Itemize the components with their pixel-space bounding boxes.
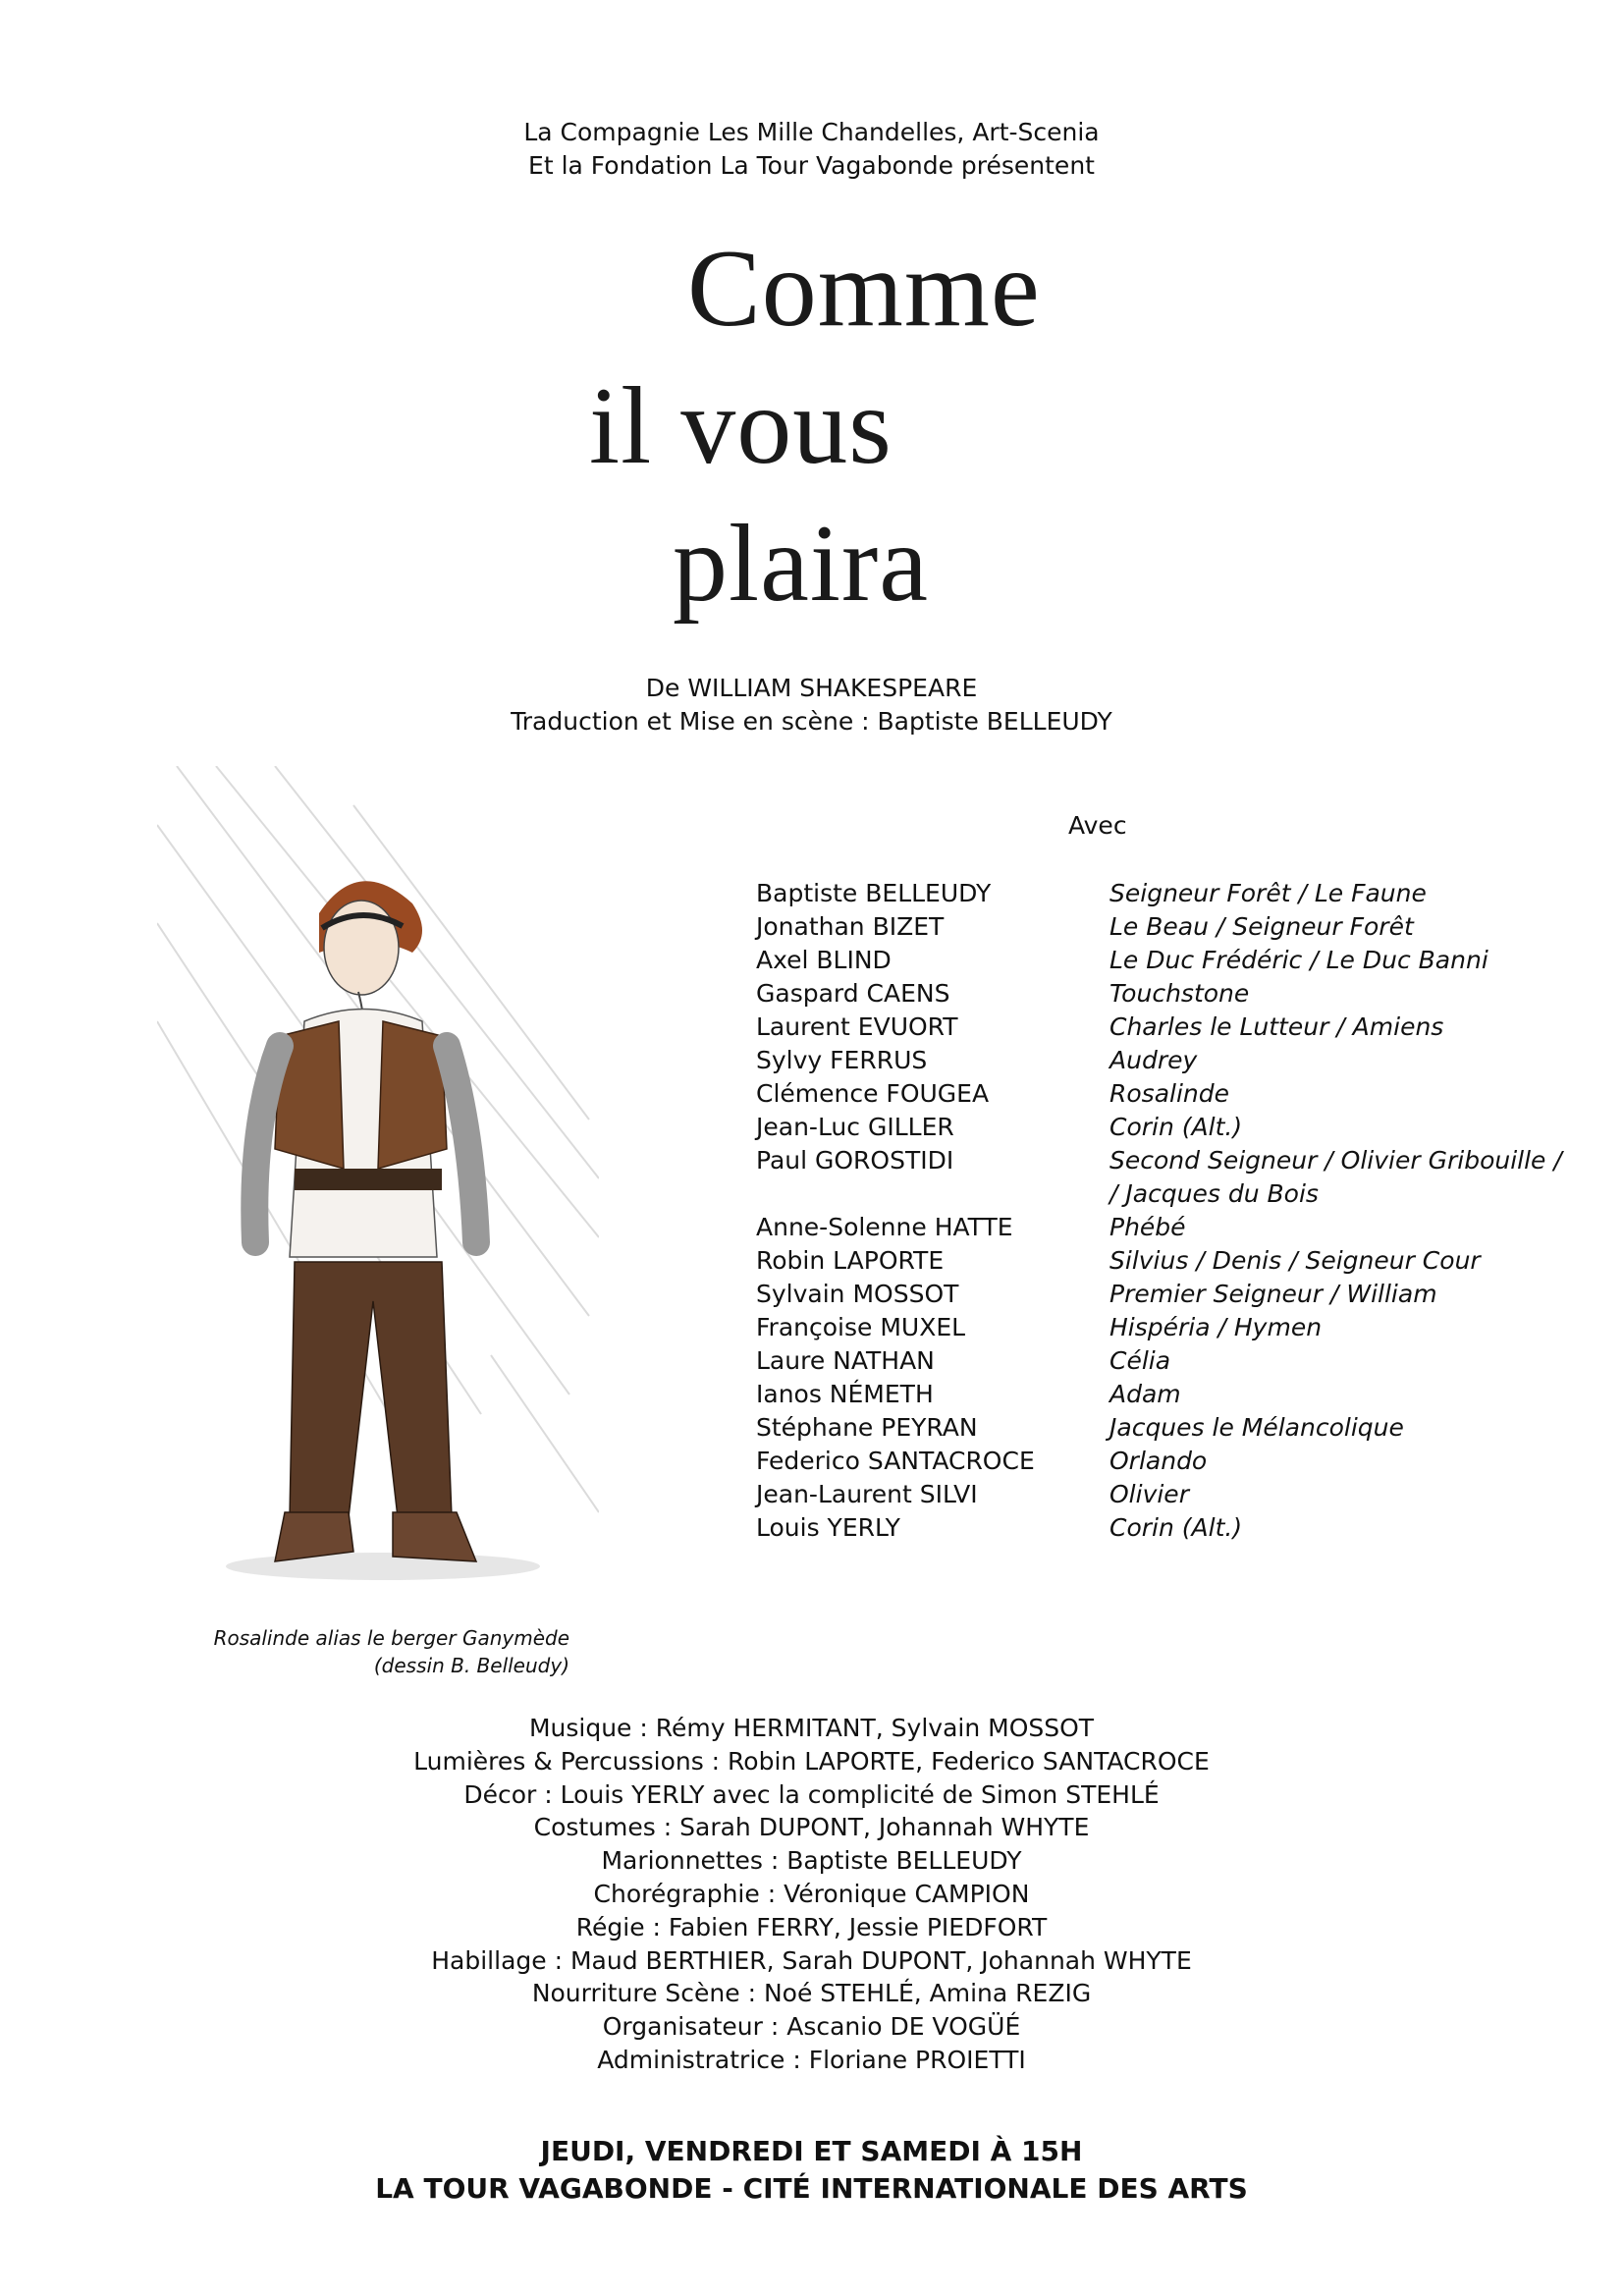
credit-line: Régie : Fabien FERRY, Jessie PIEDFORT <box>575 1912 1048 1941</box>
cast-row <box>756 910 1571 944</box>
cast-row <box>756 1044 1571 1077</box>
role-name: Touchstone <box>1109 979 1250 1008</box>
role-name: Corin (Alt.) <box>1109 1113 1243 1141</box>
credit-line: Chorégraphie : Véronique CAMPION <box>593 1879 1030 1908</box>
performance-days: JEUDI, VENDREDI ET SAMEDI À 15H <box>540 2135 1083 2167</box>
actor-name: Clémence FOUGEA <box>756 1079 990 1108</box>
actor-name: Baptiste BELLEUDY <box>756 879 992 907</box>
cast-row <box>756 1144 1571 1211</box>
actor-name: Gaspard CAENS <box>756 979 950 1008</box>
actor-name: Paul GOROSTIDI <box>756 1146 954 1175</box>
role-name: Hispéria / Hymen <box>1109 1313 1323 1341</box>
role-name: Adam <box>1109 1380 1181 1408</box>
cast-row <box>756 1244 1571 1278</box>
role-name: Le Beau / Seigneur Forêt <box>1109 912 1414 941</box>
credit-line: Lumières & Percussions : Robin LAPORTE, Federico SANTACROCE <box>413 1746 1210 1776</box>
actor-name: Stéphane PEYRAN <box>756 1413 978 1442</box>
actor-name: Anne-Solenne HATTE <box>756 1213 1013 1241</box>
rosalinde-illustration <box>157 766 599 1601</box>
role-name: Seigneur Forêt / Le Faune <box>1109 879 1427 907</box>
actor-name: Jean-Luc GILLER <box>756 1113 954 1141</box>
role-name: Orlando <box>1109 1447 1208 1475</box>
credit-line: Habillage : Maud BERTHIER, Sarah DUPONT, Johannah WHYTE <box>431 1945 1192 1975</box>
cast-row <box>756 1211 1571 1244</box>
actor-name: Federico SANTACROCE <box>756 1447 1035 1475</box>
cast-row <box>756 1278 1571 1311</box>
presenters-line-2: Et la Fondation La Tour Vagabonde présentent <box>528 151 1095 180</box>
actor-name: Françoise MUXEL <box>756 1313 966 1341</box>
actor-name: Sylvain MOSSOT <box>756 1280 959 1308</box>
title-line-2: il vous <box>589 365 893 487</box>
cast-row <box>756 944 1571 977</box>
role-name: Audrey <box>1109 1046 1198 1074</box>
actor-name: Louis YERLY <box>756 1513 900 1542</box>
cast-row <box>756 977 1571 1011</box>
cast-heading: Avec <box>1068 811 1127 840</box>
cast-row <box>756 1111 1571 1144</box>
cast-row <box>756 1378 1571 1411</box>
role-name: Premier Seigneur / William <box>1109 1280 1437 1308</box>
credit-line: Organisateur : Ascanio DE VOGÜÉ <box>602 2012 1021 2042</box>
actor-name: Jean-Laurent SILVI <box>756 1480 978 1508</box>
actor-name: Jonathan BIZET <box>756 912 945 941</box>
role-name: Jacques le Mélancolique <box>1109 1413 1404 1442</box>
role-name: Olivier <box>1109 1480 1189 1508</box>
presenters <box>0 116 1623 183</box>
actor-name: Laurent EVUORT <box>756 1012 958 1041</box>
cast-row <box>756 1011 1571 1044</box>
cast-row <box>756 1077 1571 1111</box>
performance-info <box>0 2133 1623 2208</box>
credit-line: Administratrice : Floriane PROIETTI <box>597 2045 1026 2074</box>
direction-line: Traduction et Mise en scène : Baptiste BELLEUDY <box>511 707 1112 736</box>
caption-line-1: Rosalinde alias le berger Ganymède <box>213 1626 569 1650</box>
cast-row <box>756 1511 1571 1545</box>
author-line: De WILLIAM SHAKESPEARE <box>645 674 978 702</box>
cast-row <box>756 1311 1571 1344</box>
actor-name: Axel BLIND <box>756 946 892 974</box>
byline <box>0 672 1623 738</box>
actor-name: Robin LAPORTE <box>756 1246 945 1275</box>
role-name: Charles le Lutteur / Amiens <box>1109 1012 1444 1041</box>
credit-line: Musique : Rémy HERMITANT, Sylvain MOSSOT <box>528 1714 1095 1742</box>
credit-line: Nourriture Scène : Noé STEHLÉ, Amina REZIG <box>531 1979 1092 2008</box>
cast-row <box>756 1411 1571 1445</box>
credit-line: Marionnettes : Baptiste BELLEUDY <box>601 1846 1022 1876</box>
cast-row <box>756 1478 1571 1511</box>
role-name: Célia <box>1109 1346 1171 1375</box>
cast-row <box>756 877 1571 910</box>
cast-list <box>756 877 1571 1545</box>
actor-name: Ianos NÉMETH <box>756 1380 934 1408</box>
credit-line: Costumes : Sarah DUPONT, Johannah WHYTE <box>533 1813 1090 1842</box>
role-name: Second Seigneur / Olivier Gribouille / / Jacques du Bois <box>1109 1146 1562 1208</box>
cast-row <box>756 1445 1571 1478</box>
role-name: Le Duc Frédéric / Le Duc Banni <box>1109 946 1488 974</box>
role-name: Corin (Alt.) <box>1109 1513 1243 1542</box>
title-line-1: Comme <box>687 228 1041 350</box>
title-line-3: plaira <box>673 503 929 625</box>
caption-line-2: (dessin B. Belleudy) <box>373 1654 569 1677</box>
role-name: Phébé <box>1109 1213 1186 1241</box>
role-name: Silvius / Denis / Seigneur Cour <box>1109 1246 1481 1275</box>
role-name: Rosalinde <box>1109 1079 1229 1108</box>
actor-name: Sylvy FERRUS <box>756 1046 928 1074</box>
illustration-caption <box>157 1624 569 1679</box>
credit-line: Décor : Louis YERLY avec la complicité de Simon STEHLÉ <box>463 1779 1160 1809</box>
cast-row <box>756 1344 1571 1378</box>
performance-venue: LA TOUR VAGABONDE - CITÉ INTERNATIONALE DES ARTS <box>375 2172 1248 2205</box>
credits-list <box>0 1712 1623 2077</box>
actor-name: Laure NATHAN <box>756 1346 935 1375</box>
presenters-line-1: La Compagnie Les Mille Chandelles, Art-Scenia <box>523 118 1100 146</box>
